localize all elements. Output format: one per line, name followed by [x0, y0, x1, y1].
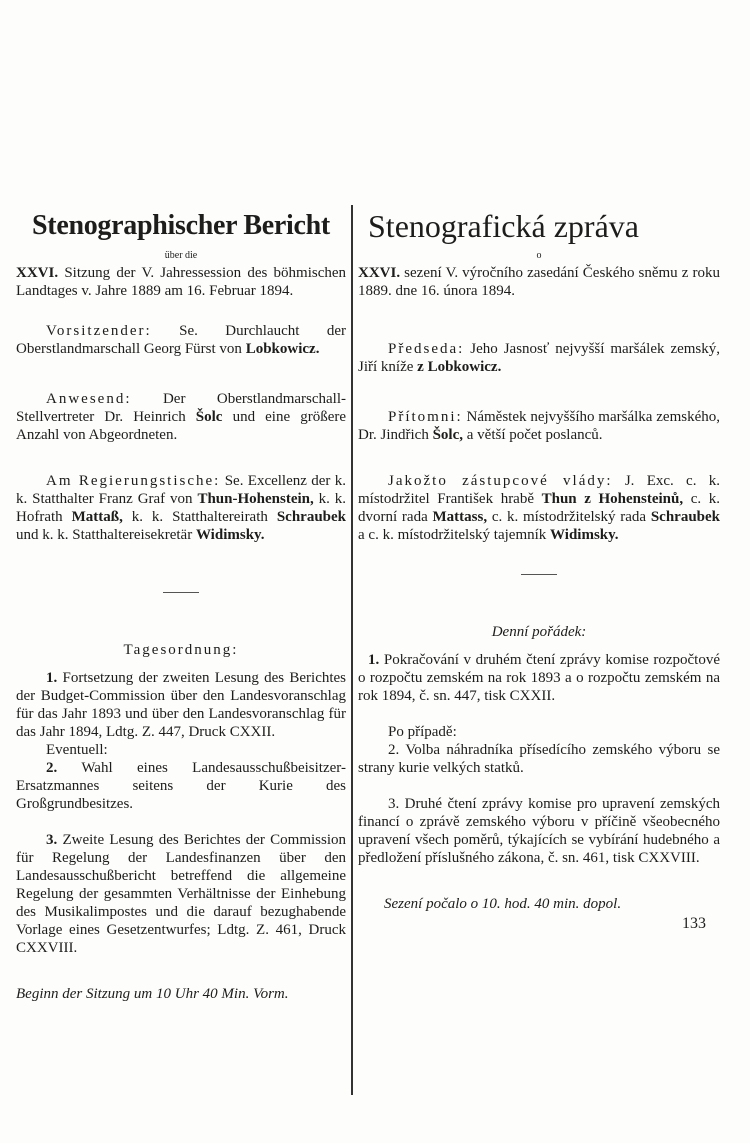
german-title: Stenographischer Bericht [32, 210, 330, 241]
item-number: 1. [46, 670, 58, 686]
present-name: Šolc, [432, 427, 463, 443]
item-text: Druhé čtení zprávy komise pro upravení zemských financí o zprávě zemského výboru v příčině všeobecného upravení všech poměrů, týkajících se vybírání hudebného a předložení příslušného zákona, č. sn. 461, tisk CXXVIII. [358, 796, 720, 866]
item-number: 3. [388, 796, 400, 812]
german-agenda-item-1 [16, 669, 346, 741]
czech-eventual: Po případě: [388, 724, 457, 740]
item-text: Volba náhradníka přísedícího zemského výboru se strany kurie velkých statků. [358, 742, 720, 776]
item-text: Wahl eines Landesausschußbeisitzer-Ersatzmannes seitens der Kurie des Großgrundbesitzes. [16, 760, 346, 812]
german-agenda-item-3 [16, 831, 346, 957]
gov-text: c. k. místodržitelský rada [491, 509, 647, 525]
czech-government [358, 472, 720, 544]
column-divider [351, 205, 353, 1095]
item-number: 1. [368, 652, 380, 668]
item-text: Pokračování v druhém čtení zprávy komise rozpočtové o rozpočtu zemském na rok 1893 a o rozpočtu zemském na rok 1894, č. sn. 447, tisk CXXII. [358, 652, 721, 704]
gov-text: Se. Excellenz der k. k. Statthalter Franz Graf von [16, 473, 347, 507]
german-agenda-title: Tagesordnung: [123, 642, 239, 658]
czech-chair [358, 340, 720, 376]
czech-agenda-item-1 [358, 651, 720, 705]
chair-label: Vorsitzender: [46, 323, 152, 339]
item-number: 3. [46, 832, 58, 848]
german-chair [16, 322, 346, 358]
session-number: XXVI. [16, 265, 59, 281]
page-number: 133 [682, 915, 706, 932]
czech-title: Stenografická zpráva [368, 208, 639, 244]
german-agenda-item-2 [16, 759, 346, 813]
gov-label: Am Regierungstische: [46, 473, 221, 489]
chair-name: Lobkowicz. [245, 341, 320, 357]
section-rule [521, 574, 557, 575]
present-text: Náměstek nejvyššího maršálka zemského, Dr. Jindřich [358, 409, 721, 443]
czech-agenda-item-3 [358, 795, 720, 867]
czech-session [358, 264, 720, 300]
german-over: über die [164, 250, 198, 261]
german-present [16, 390, 346, 444]
german-column [16, 208, 346, 1003]
item-number: 2. [46, 760, 58, 776]
german-government [16, 472, 346, 544]
german-eventual: Eventuell: [46, 742, 108, 758]
czech-over: o [536, 250, 542, 261]
session-number: XXVI. [358, 265, 401, 281]
gov-text: k. k. Hofrath [16, 491, 347, 525]
present-text: Der Oberstlandmarschall-Stellvertreter Dr. Heinrich [16, 391, 347, 425]
gov-name: Widimsky. [550, 527, 619, 543]
gov-name: Thun-Hohenstein, [197, 491, 314, 507]
gov-text: und k. k. Statthaltereisekretär [16, 527, 193, 543]
german-session [16, 264, 346, 300]
gov-text: c. k. dvorní rada [358, 491, 720, 525]
chair-label: Předseda: [388, 341, 465, 357]
item-number: 2. [388, 742, 400, 758]
item-text: Fortsetzung der zweiten Lesung des Berichtes der Budget-Commission über den Landesvoranschlag für das Jahr 1893 und über den Landesvoranschlag für das Jahr 1894, Ldtg. Z. 447, Druck CXXII. [16, 670, 347, 740]
gov-name: Widimsky. [195, 527, 265, 543]
chair-name: z Lobkowicz. [417, 359, 502, 375]
gov-text: J. Exc. c. k. místodržitel František hrabě [358, 473, 721, 507]
present-text: a větší počet poslanců. [466, 427, 603, 443]
czech-present [358, 408, 720, 444]
czech-column [358, 208, 720, 933]
section-rule [163, 592, 199, 593]
czech-session-start: Sezení počalo o 10. hod. 40 min. dopol. [384, 896, 622, 912]
present-label: Přítomni: [388, 409, 463, 425]
session-text: Sitzung der V. Jahressession des böhmischen Landtages v. Jahre 1889 am 16. Februar 1894. [16, 265, 347, 299]
czech-agenda-title: Denní pořádek: [491, 624, 587, 640]
present-text: und eine größere Anzahl von Abgeordneten. [16, 409, 347, 443]
gov-name: Thun z Hohensteinů, [541, 491, 684, 507]
gov-name: Schraubek [276, 509, 346, 525]
gov-name: Mattaß, [71, 509, 123, 525]
german-session-start: Beginn der Sitzung um 10 Uhr 40 Min. Vorm. [16, 986, 289, 1002]
gov-name: Schraubek [650, 509, 721, 525]
gov-text: a c. k. místodržitelský tajemník [358, 527, 547, 543]
gov-name: Mattass, [432, 509, 488, 525]
present-label: Anwesend: [46, 391, 132, 407]
gov-text: k. k. Statthaltereirath [131, 509, 268, 525]
present-name: Šolc [195, 409, 223, 425]
item-text: Zweite Lesung des Berichtes der Commission für Regelung der Landesfinanzen über den Landesausschußbericht betreffend die allgemeine Regelung der gesammten Verhältnisse der Einhebung des Musikalimpostes und die darauf bezughabende Vorlage eines Gesetzentwurfes; Ldtg. Z. 461, Druck CXXVIII. [16, 832, 346, 956]
gov-label: Jakožto zástupcové vlády: [388, 473, 613, 489]
chair-text: Se. Durchlaucht der Oberstlandmarschall Georg Fürst von [16, 323, 346, 357]
chair-text: Jeho Jasnosť nejvyšší maršálek zemský, Jiří kníže [358, 341, 721, 375]
session-text: sezení V. výročního zasedání Českého sněmu z roku 1889. dne 16. února 1894. [358, 265, 720, 299]
czech-agenda-item-2 [358, 741, 720, 777]
